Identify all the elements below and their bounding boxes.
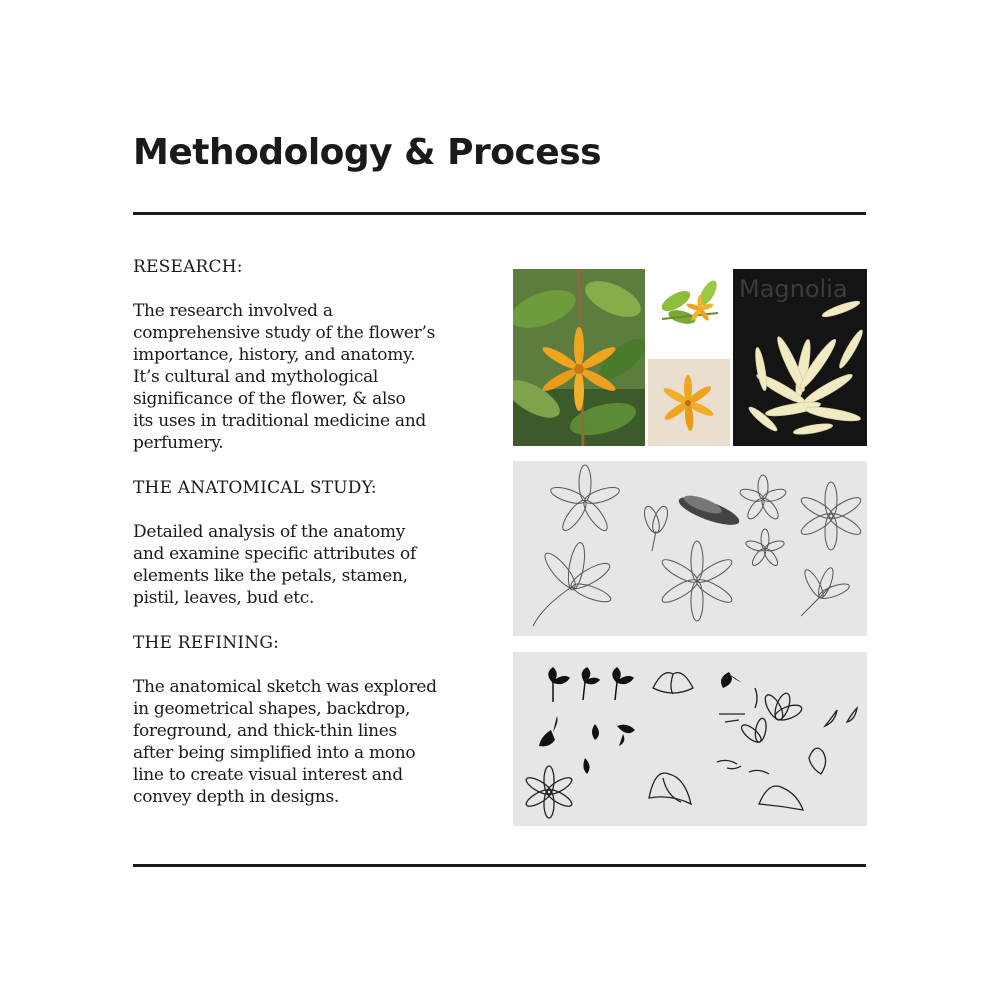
refining-line: line to create visual interest and [133,765,403,785]
refined-line-art-image [513,652,867,826]
anatomical-line: pistil, leaves, bud etc. [133,588,315,608]
magnolia-label: Magnolia [739,275,848,303]
anatomical-line: Detailed analysis of the anatomy [133,522,406,542]
page-title: Methodology & Process [133,132,602,173]
research-line: significance of the flower, & also [133,389,406,409]
refining-line: convey depth in designs. [133,787,340,807]
research-heading: RESEARCH: [133,257,243,277]
research-line: importance, history, and anatomy. [133,345,416,365]
bottom-divider [133,864,866,867]
top-divider [133,212,866,215]
single-flower-photo [648,359,730,446]
magnolia-photo [733,269,867,446]
refining-section [133,632,493,808]
anatomical-paragraph [133,521,493,609]
anatomical-section [133,477,493,609]
plant-photo [513,269,645,446]
refining-line: The anatomical sketch was explored [133,677,437,697]
refining-line: foreground, and thick-thin lines [133,721,397,741]
research-line: It’s cultural and mythological [133,367,379,387]
research-line: perfumery. [133,433,224,453]
anatomical-line: and examine specific attributes of [133,544,416,564]
refining-line: after being simplified into a mono [133,743,416,763]
research-section [133,256,493,454]
flower-sprig-photo [648,269,730,357]
anatomical-sketches-image [513,461,867,636]
research-line: The research involved a [133,301,333,321]
anatomical-line: elements like the petals, stamen, [133,566,408,586]
refining-line: in geometrical shapes, backdrop, [133,699,411,719]
anatomical-heading: THE ANATOMICAL STUDY: [133,478,377,498]
research-line: its uses in traditional medicine and [133,411,426,431]
refining-heading: THE REFINING: [133,633,280,653]
refining-paragraph [133,676,493,808]
research-paragraph [133,300,493,454]
research-line: comprehensive study of the flower’s [133,323,436,343]
